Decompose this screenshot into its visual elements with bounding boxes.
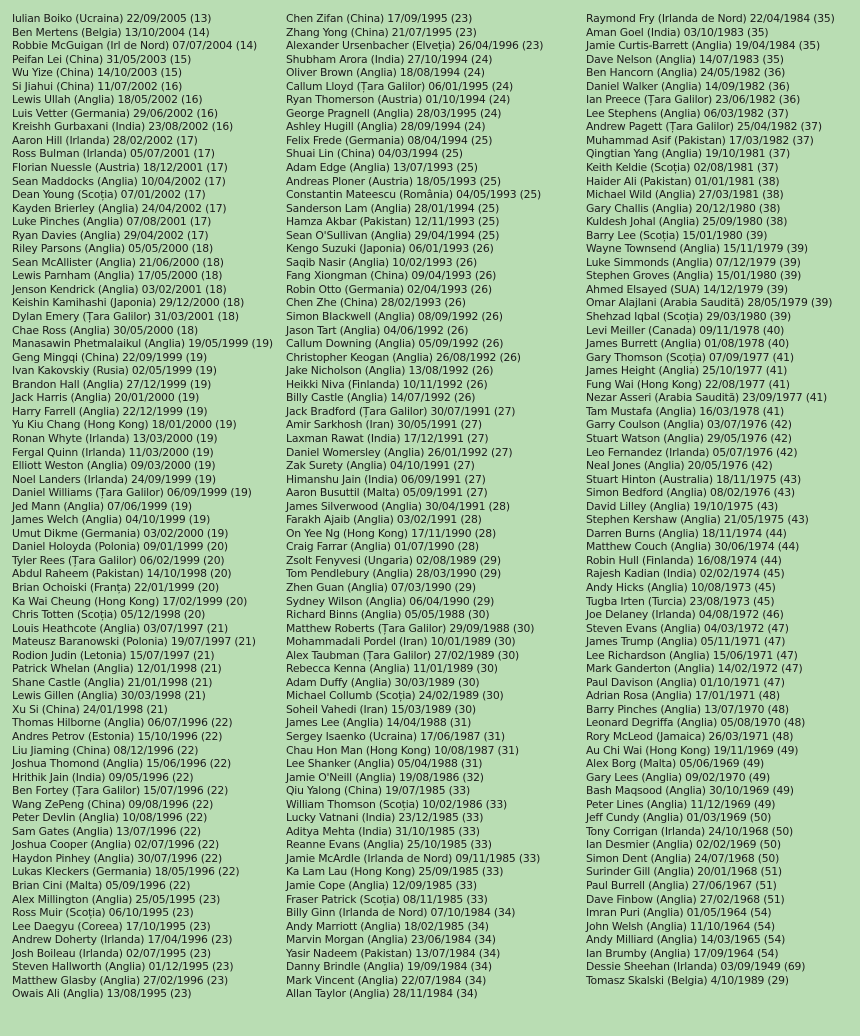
player-entry: Daniel Walker (Anglia) 14/09/1982 (36)	[586, 79, 790, 93]
player-entry: Lewis Parnham (Anglia) 17/05/2000 (18)	[12, 269, 223, 283]
player-entry: Jamie Cope (Anglia) 12/09/1985 (33)	[286, 879, 477, 892]
player-entry: Farakh Ajaib (Anglia) 03/02/1991 (28)	[286, 513, 482, 527]
player-entry: Owais Ali (Anglia) 13/08/1995 (23)	[12, 987, 192, 1001]
player-entry: Haydon Pinhey (Anglia) 30/07/1996 (22)	[12, 851, 223, 865]
player-entry: Ross Bulman (Irlanda) 05/07/2001 (17)	[12, 147, 215, 161]
player-entry: Andrew Doherty (Irlanda) 17/04/1996 (23)	[12, 933, 233, 947]
player-entry: Hrithik Jain (India) 09/05/1996 (22)	[12, 770, 194, 784]
player-entry: Dean Young (Scoția) 07/01/2002 (17)	[12, 188, 206, 202]
player-entry: James Height (Anglia) 25/10/1977 (41)	[586, 364, 788, 378]
player-entry: Bash Maqsood (Anglia) 30/10/1969 (49)	[586, 784, 794, 798]
player-entry: Chau Hon Man (Hong Kong) 10/08/1987 (31)	[286, 743, 519, 757]
player-entry: Lee Stephens (Anglia) 06/03/1982 (37)	[586, 106, 789, 120]
player-column-3	[586, 12, 835, 987]
player-entry: Shehzad Iqbal (Scoția) 29/03/1980 (39)	[586, 310, 792, 324]
player-entry: James Burrett (Anglia) 01/08/1978 (40)	[586, 337, 790, 351]
player-entry: Zak Surety (Anglia) 04/10/1991 (27)	[286, 459, 475, 473]
player-entry: Fung Wai (Hong Kong) 22/08/1977 (41)	[586, 377, 790, 391]
player-entry: Adam Duffy (Anglia) 30/03/1989 (30)	[286, 675, 480, 689]
player-entry: Tony Corrigan (Irlanda) 24/10/1968 (50)	[586, 824, 794, 838]
player-entry: Darren Burns (Anglia) 18/11/1974 (44)	[586, 526, 787, 540]
player-entry: George Pragnell (Anglia) 28/03/1995 (24)	[286, 106, 502, 120]
player-entry: Daniel Williams (Țara Galilor) 06/09/1999 (19)	[12, 486, 252, 500]
player-entry: Jamie Curtis-Barrett (Anglia) 19/04/1984 (35)	[586, 39, 820, 53]
player-entry: Lewis Ullah (Anglia) 18/05/2002 (16)	[12, 93, 203, 107]
player-entry: Mark Vincent (Anglia) 22/07/1984 (34)	[286, 973, 487, 987]
player-entry: Thomas Hilborne (Anglia) 06/07/1996 (22)	[12, 716, 233, 730]
player-entry: Zsolt Fenyvesi (Ungaria) 02/08/1989 (29)	[286, 553, 501, 567]
player-entry: Aaron Busuttil (Malta) 05/09/1991 (27)	[286, 486, 488, 500]
player-entry: Robbie McGuigan (Irl de Nord) 07/07/2004 (14)	[12, 39, 258, 53]
player-entry: Lukas Kleckers (Germania) 18/05/1996 (22)	[12, 865, 240, 879]
player-entry: Umut Dikme (Germania) 03/02/2000 (19)	[12, 526, 229, 540]
player-entry: Zhang Yong (China) 21/07/1995 (23)	[286, 25, 477, 39]
player-entry: James Lee (Anglia) 14/04/1988 (31)	[286, 716, 472, 730]
player-entry: Tomasz Skalski (Belgia) 4/10/1989 (29)	[586, 973, 789, 987]
player-entry: Ben Mertens (Belgia) 13/10/2004 (14)	[12, 25, 210, 39]
player-entry: Alexander Ursenbacher (Elveția) 26/04/1996 (23)	[286, 39, 544, 53]
player-entry: Dylan Emery (Țara Galilor) 31/03/2001 (18)	[12, 310, 239, 324]
player-entry: Tam Mustafa (Anglia) 16/03/1978 (41)	[586, 404, 785, 418]
player-entry: Aaron Hill (Irlanda) 28/02/2002 (17)	[12, 133, 198, 147]
player-entry: Shubham Arora (India) 27/10/1994 (24)	[286, 52, 493, 66]
player-entry: Omar Alajlani (Arabia Saudită) 28/05/1979 (39)	[586, 296, 833, 310]
player-entry: Hamza Akbar (Pakistan) 12/11/1993 (25)	[286, 215, 500, 229]
player-entry: On Yee Ng (Hong Kong) 17/11/1990 (28)	[286, 526, 496, 540]
player-entry: Mateusz Baranowski (Polonia) 19/07/1997 (21)	[12, 635, 256, 649]
player-entry: Andy Marriott (Anglia) 18/02/1985 (34)	[286, 919, 489, 933]
player-entry: Laxman Rawat (India) 17/12/1991 (27)	[286, 431, 489, 445]
player-entry: Aditya Mehta (India) 31/10/1985 (33)	[286, 824, 480, 838]
player-entry: Wang ZePeng (China) 09/08/1996 (22)	[12, 797, 214, 811]
player-entry: Stuart Hinton (Australia) 18/11/1975 (43)	[586, 472, 801, 486]
player-entry: Brian Ochoiski (Franța) 22/01/1999 (20)	[12, 580, 219, 594]
player-entry: Daniel Womersley (Anglia) 26/01/1992 (27)	[286, 445, 513, 459]
player-column-2	[286, 12, 543, 1001]
player-entry: Richard Binns (Anglia) 05/05/1988 (30)	[286, 608, 490, 622]
player-entry: Lee Shanker (Anglia) 05/04/1988 (31)	[286, 757, 483, 771]
player-entry: William Thomson (Scoția) 10/02/1986 (33)	[286, 797, 507, 811]
player-entry: Stephen Groves (Anglia) 15/01/1980 (39)	[586, 269, 802, 283]
player-entry: Noel Landers (Irlanda) 24/09/1999 (19)	[12, 472, 216, 486]
player-column-1	[12, 12, 273, 1001]
player-entry: Stuart Watson (Anglia) 29/05/1976 (42)	[586, 431, 792, 445]
player-entry: Sam Gates (Anglia) 13/07/1996 (22)	[12, 824, 201, 838]
player-entry: Ivan Kakovskiy (Rusia) 02/05/1999 (19)	[12, 364, 217, 378]
player-entry: Amir Sarkhosh (Iran) 30/05/1991 (27)	[286, 418, 482, 432]
player-entry: Sergey Isaenko (Ucraina) 17/06/1987 (31)	[286, 729, 505, 743]
player-entry: Jenson Kendrick (Anglia) 03/02/2001 (18)	[12, 282, 227, 296]
player-entry: Patrick Whelan (Anglia) 12/01/1998 (21)	[12, 662, 222, 676]
player-entry: Ashley Hugill (Anglia) 28/09/1994 (24)	[286, 120, 486, 134]
player-entry: Shane Castle (Anglia) 21/01/1998 (21)	[12, 675, 213, 689]
player-entry: Rajesh Kadian (India) 02/02/1974 (45)	[586, 567, 785, 581]
player-entry: Saqib Nasir (Anglia) 10/02/1993 (26)	[286, 255, 477, 269]
player-entry: Andy Milliard (Anglia) 14/03/1965 (54)	[586, 933, 786, 947]
player-entry: Shuai Lin (China) 04/03/1994 (25)	[286, 147, 463, 161]
player-entry: Heikki Niva (Finlanda) 10/11/1992 (26)	[286, 377, 488, 391]
player-entry: Himanshu Jain (India) 06/09/1991 (27)	[286, 472, 486, 486]
player-entry: Wu Yize (China) 14/10/2003 (15)	[12, 66, 182, 80]
player-entry: Alex Taubman (Țara Galilor) 27/02/1989 (30)	[286, 648, 519, 662]
player-entry: Michael Wild (Anglia) 27/03/1981 (38)	[586, 188, 784, 202]
player-entry: Jed Mann (Anglia) 07/06/1999 (19)	[12, 499, 192, 513]
player-entry: Kreishh Gurbaxani (India) 23/08/2002 (16)	[12, 120, 234, 134]
player-entry: Abdul Raheem (Pakistan) 14/10/1998 (20)	[12, 567, 232, 581]
player-entry: Sean Maddocks (Anglia) 10/04/2002 (17)	[12, 174, 226, 188]
player-entry: Sean O'Sullivan (Anglia) 29/04/1994 (25)	[286, 228, 500, 242]
player-entry: Michael Collumb (Scoția) 24/02/1989 (30)	[286, 689, 504, 703]
player-entry: David Lilley (Anglia) 19/10/1975 (43)	[586, 499, 779, 513]
player-entry: Steven Evans (Anglia) 04/03/1972 (47)	[586, 621, 789, 635]
player-entry: Florian Nuessle (Austria) 18/12/2001 (17)	[12, 161, 228, 175]
player-entry: Jake Nicholson (Anglia) 13/08/1992 (26)	[286, 364, 494, 378]
player-entry: Andy Hicks (Anglia) 10/08/1973 (45)	[586, 580, 776, 594]
player-entry: Qiu Yalong (China) 19/07/1985 (33)	[286, 784, 470, 798]
player-entry: Xu Si (China) 24/01/1998 (21)	[12, 702, 168, 716]
player-entry: Dave Nelson (Anglia) 14/07/1983 (35)	[586, 52, 784, 66]
player-entry: Peifan Lei (China) 31/05/2003 (15)	[12, 52, 192, 66]
player-entry: Imran Puri (Anglia) 01/05/1964 (54)	[586, 906, 772, 920]
player-entry: Barry Pinches (Anglia) 13/07/1970 (48)	[586, 702, 789, 716]
player-entry: Fraser Patrick (Scoția) 08/11/1985 (33)	[286, 892, 488, 906]
player-entry: Robin Hull (Finlanda) 16/08/1974 (44)	[586, 553, 782, 567]
player-entry: Sydney Wilson (Anglia) 06/04/1990 (29)	[286, 594, 495, 608]
player-entry: Ryan Thomerson (Austria) 01/10/1994 (24)	[286, 93, 511, 107]
player-entry: Keishin Kamihashi (Japonia) 29/12/2000 (18)	[12, 296, 245, 310]
player-entry: Alex Borg (Malta) 05/06/1969 (49)	[586, 757, 765, 771]
player-entry: Garry Coulson (Anglia) 03/07/1976 (42)	[586, 418, 792, 432]
player-entry: Iulian Boiko (Ucraina) 22/09/2005 (13)	[12, 12, 212, 25]
player-entry: Gary Thomson (Scoția) 07/09/1977 (41)	[586, 350, 794, 364]
player-entry: Jeff Cundy (Anglia) 01/03/1969 (50)	[586, 811, 772, 825]
player-entry: Ahmed Elsayed (SUA) 14/12/1979 (39)	[586, 282, 788, 296]
player-entry: Jack Bradford (Țara Galilor) 30/07/1991 (27)	[286, 404, 516, 418]
player-entry: James Trump (Anglia) 05/11/1971 (47)	[586, 635, 786, 649]
player-entry: Simon Bedford (Anglia) 08/02/1976 (43)	[586, 486, 795, 500]
player-entry: Fergal Quinn (Irlanda) 11/03/2000 (19)	[12, 445, 214, 459]
player-entry: Leo Fernandez (Irlanda) 05/07/1976 (42)	[586, 445, 798, 459]
player-entry: Joshua Thomond (Anglia) 15/06/1996 (22)	[12, 757, 232, 771]
player-entry: Oliver Brown (Anglia) 18/08/1994 (24)	[286, 66, 485, 80]
player-entry: Sanderson Lam (Anglia) 28/01/1994 (25)	[286, 201, 500, 215]
player-entry: Lee Daegyu (Coreea) 17/10/1995 (23)	[12, 919, 211, 933]
player-entry: Au Chi Wai (Hong Kong) 19/11/1969 (49)	[586, 743, 799, 757]
player-entry: Barry Lee (Scoția) 15/01/1980 (39)	[586, 228, 768, 242]
player-entry: Zhen Guan (Anglia) 07/03/1990 (29)	[286, 580, 476, 594]
player-entry: Matthew Glasby (Anglia) 27/02/1996 (23)	[12, 973, 229, 987]
player-entry: Keith Keldie (Scoția) 02/08/1981 (37)	[586, 161, 779, 175]
player-entry: Wayne Townsend (Anglia) 15/11/1979 (39)	[586, 242, 808, 256]
player-entry: Lucky Vatnani (India) 23/12/1985 (33)	[286, 811, 484, 825]
player-entry: Manasawin Phetmalaikul (Anglia) 19/05/1999 (19)	[12, 337, 273, 351]
player-entry: Lee Richardson (Anglia) 15/06/1971 (47)	[586, 648, 798, 662]
player-entry: Christopher Keogan (Anglia) 26/08/1992 (26)	[286, 350, 521, 364]
player-entry: Dave Finbow (Anglia) 27/02/1968 (51)	[586, 892, 785, 906]
player-entry: Andreas Ploner (Austria) 18/05/1993 (25)	[286, 174, 501, 188]
player-entry: Jamie McArdle (Irlanda de Nord) 09/11/1985 (33)	[286, 851, 541, 865]
player-entry: Elliott Weston (Anglia) 09/03/2000 (19)	[12, 459, 216, 473]
player-entry: Surinder Gill (Anglia) 20/01/1968 (51)	[586, 865, 782, 879]
player-entry: Simon Blackwell (Anglia) 08/09/1992 (26)	[286, 310, 503, 324]
player-entry: Danny Brindle (Anglia) 19/09/1984 (34)	[286, 960, 492, 974]
player-entry: Steven Hallworth (Anglia) 01/12/1995 (23)	[12, 960, 234, 974]
player-entry: Chris Totten (Scoția) 05/12/1998 (20)	[12, 608, 206, 622]
player-entry: Louis Heathcote (Anglia) 03/07/1997 (21)	[12, 621, 229, 635]
player-entry: Brian Cini (Malta) 05/09/1996 (22)	[12, 879, 191, 892]
player-entry: Ka Wai Cheung (Hong Kong) 17/02/1999 (20)	[12, 594, 248, 608]
player-entry: Ryan Davies (Anglia) 29/04/2002 (17)	[12, 228, 209, 242]
player-entry: Neal Jones (Anglia) 20/05/1976 (42)	[586, 459, 773, 473]
player-entry: Lewis Gillen (Anglia) 30/03/1998 (21)	[12, 689, 206, 703]
player-entry: Constantin Mateescu (România) 04/05/1993 (25)	[286, 188, 541, 202]
player-entry: Andrew Pagett (Țara Galilor) 25/04/1982 (37)	[586, 120, 822, 134]
player-entry: Chen Zhe (China) 28/02/1993 (26)	[286, 296, 466, 310]
player-entry: Ben Hancorn (Anglia) 24/05/1982 (36)	[586, 66, 786, 80]
player-entry: Qingtian Yang (Anglia) 19/10/1981 (37)	[586, 147, 790, 161]
player-entry: Felix Frede (Germania) 08/04/1994 (25)	[286, 133, 493, 147]
player-entry: Yasir Nadeem (Pakistan) 13/07/1984 (34)	[286, 946, 501, 960]
player-entry: Robin Otto (Germania) 02/04/1993 (26)	[286, 282, 492, 296]
player-entry: Geng Mingqi (China) 22/09/1999 (19)	[12, 350, 207, 364]
player-entry: Yu Kiu Chang (Hong Kong) 18/01/2000 (19)	[12, 418, 237, 432]
player-entry: Fang Xiongman (China) 09/04/1993 (26)	[286, 269, 497, 283]
player-entry: Matthew Roberts (Țara Galilor) 29/09/1988 (30)	[286, 621, 535, 635]
player-entry: Tugba Irten (Turcia) 23/08/1973 (45)	[586, 594, 775, 608]
player-entry: Reanne Evans (Anglia) 25/10/1985 (33)	[286, 838, 492, 852]
player-entry: Joshua Cooper (Anglia) 02/07/1996 (22)	[12, 838, 220, 852]
player-entry: Jamie O'Neill (Anglia) 19/08/1986 (32)	[286, 770, 484, 784]
player-entry: Paul Burrell (Anglia) 27/06/1967 (51)	[586, 879, 777, 892]
player-entry: Ian Brumby (Anglia) 17/09/1964 (54)	[586, 946, 779, 960]
player-entry: Allan Taylor (Anglia) 28/11/1984 (34)	[286, 987, 478, 1001]
player-entry: Kuldesh Johal (Anglia) 25/09/1980 (38)	[586, 215, 788, 229]
player-entry: Daniel Holoyda (Polonia) 09/01/1999 (20)	[12, 540, 228, 554]
player-entry: Ronan Whyte (Irlanda) 13/03/2000 (19)	[12, 431, 218, 445]
player-entry: Marvin Morgan (Anglia) 23/06/1984 (34)	[286, 933, 496, 947]
player-entry: Ka Lam Lau (Hong Kong) 25/09/1985 (33)	[286, 865, 504, 879]
player-entry: James Welch (Anglia) 04/10/1999 (19)	[12, 513, 211, 527]
player-entry: Matthew Couch (Anglia) 30/06/1974 (44)	[586, 540, 800, 554]
player-entry: Haider Ali (Pakistan) 01/01/1981 (38)	[586, 174, 780, 188]
player-entry: Andres Petrov (Estonia) 15/10/1996 (22)	[12, 729, 223, 743]
player-entry: Harry Farrell (Anglia) 22/12/1999 (19)	[12, 404, 208, 418]
player-entry: Gary Challis (Anglia) 20/12/1980 (38)	[586, 201, 781, 215]
player-entry: Soheil Vahedi (Iran) 15/03/1989 (30)	[286, 702, 476, 716]
player-entry: Peter Lines (Anglia) 11/12/1969 (49)	[586, 797, 776, 811]
player-entry: Joe Delaney (Irlanda) 04/08/1972 (46)	[586, 608, 784, 622]
player-entry: Billy Ginn (Irlanda de Nord) 07/10/1984 (34)	[286, 906, 516, 920]
player-entry: Mark Ganderton (Anglia) 14/02/1972 (47)	[586, 662, 803, 676]
player-entry: Ian Preece (Țara Galilor) 23/06/1982 (36)	[586, 93, 801, 107]
player-entry: Rory McLeod (Jamaica) 26/03/1971 (48)	[586, 729, 794, 743]
player-entry: Levi Meiller (Canada) 09/11/1978 (40)	[586, 323, 785, 337]
player-entry: Chen Zifan (China) 17/09/1995 (23)	[286, 12, 473, 25]
player-entry: Brandon Hall (Anglia) 27/12/1999 (19)	[12, 377, 212, 391]
player-entry: Billy Castle (Anglia) 14/07/1992 (26)	[286, 391, 476, 405]
player-entry: Raymond Fry (Irlanda de Nord) 22/04/1984 (35)	[586, 12, 835, 25]
player-entry: Ben Fortey (Țara Galilor) 15/07/1996 (22)	[12, 784, 229, 798]
player-entry: Liu Jiaming (China) 08/12/1996 (22)	[12, 743, 199, 757]
player-entry: Aman Goel (India) 03/10/1983 (35)	[586, 25, 769, 39]
player-entry: Gary Lees (Anglia) 09/02/1970 (49)	[586, 770, 770, 784]
player-entry: Callum Downing (Anglia) 05/09/1992 (26)	[286, 337, 504, 351]
player-entry: Jack Harris (Anglia) 20/01/2000 (19)	[12, 391, 200, 405]
player-entry: Tyler Rees (Țara Galilor) 06/02/1999 (20)	[12, 553, 225, 567]
player-entry: Ross Muir (Scoția) 06/10/1995 (23)	[12, 906, 194, 920]
player-entry: Luis Vetter (Germania) 29/06/2002 (16)	[12, 106, 218, 120]
player-entry: Adrian Rosa (Anglia) 17/01/1971 (48)	[586, 689, 780, 703]
player-entry: John Welsh (Anglia) 11/10/1964 (54)	[586, 919, 775, 933]
player-entry: Simon Dent (Anglia) 24/07/1968 (50)	[586, 851, 780, 865]
player-entry: Nezar Asseri (Arabia Saudită) 23/09/1977 (41)	[586, 391, 828, 405]
player-entry: Callum Lloyd (Țara Galilor) 06/01/1995 (24)	[286, 79, 514, 93]
player-entry: Peter Devlin (Anglia) 10/08/1996 (22)	[12, 811, 208, 825]
player-entry: Paul Davison (Anglia) 01/10/1971 (47)	[586, 675, 785, 689]
player-entry: Mohammadali Pordel (Iran) 10/01/1989 (30)	[286, 635, 516, 649]
player-entry: Luke Pinches (Anglia) 07/08/2001 (17)	[12, 215, 212, 229]
player-entry: Sean McAllister (Anglia) 21/06/2000 (18)	[12, 255, 224, 269]
player-entry: Adam Edge (Anglia) 13/07/1993 (25)	[286, 161, 478, 175]
player-entry: Dessie Sheehan (Irlanda) 03/09/1949 (69)	[586, 960, 806, 974]
player-entry: Stephen Kershaw (Anglia) 21/05/1975 (43)	[586, 513, 809, 527]
player-entry: Craig Farrar (Anglia) 01/07/1990 (28)	[286, 540, 479, 554]
player-entry: Josh Boileau (Irlanda) 02/07/1995 (23)	[12, 946, 211, 960]
player-entry: Kengo Suzuki (Japonia) 06/01/1993 (26)	[286, 242, 494, 256]
player-entry: Kayden Brierley (Anglia) 24/04/2002 (17)	[12, 201, 227, 215]
player-entry: Leonard Degriffa (Anglia) 05/08/1970 (48)	[586, 716, 806, 730]
player-entry: Ian Desmier (Anglia) 02/02/1969 (50)	[586, 838, 781, 852]
player-entry: Alex Millington (Anglia) 25/05/1995 (23)	[12, 892, 221, 906]
player-entry: Luke Simmonds (Anglia) 07/12/1979 (39)	[586, 255, 801, 269]
player-entry: Rebecca Kenna (Anglia) 11/01/1989 (30)	[286, 662, 498, 676]
player-entry: James Silverwood (Anglia) 30/04/1991 (28)	[286, 499, 510, 513]
player-entry: Si Jiahui (China) 11/07/2002 (16)	[12, 79, 183, 93]
player-entry: Jason Tart (Anglia) 04/06/1992 (26)	[286, 323, 469, 337]
player-entry: Riley Parsons (Anglia) 05/05/2000 (18)	[12, 242, 213, 256]
player-entry: Muhammad Asif (Pakistan) 17/03/1982 (37)	[586, 133, 814, 147]
player-entry: Rodion Judin (Letonia) 15/07/1997 (21)	[12, 648, 215, 662]
player-entry: Chae Ross (Anglia) 30/05/2000 (18)	[12, 323, 198, 337]
player-entry: Tom Pendlebury (Anglia) 28/03/1990 (29)	[286, 567, 501, 581]
